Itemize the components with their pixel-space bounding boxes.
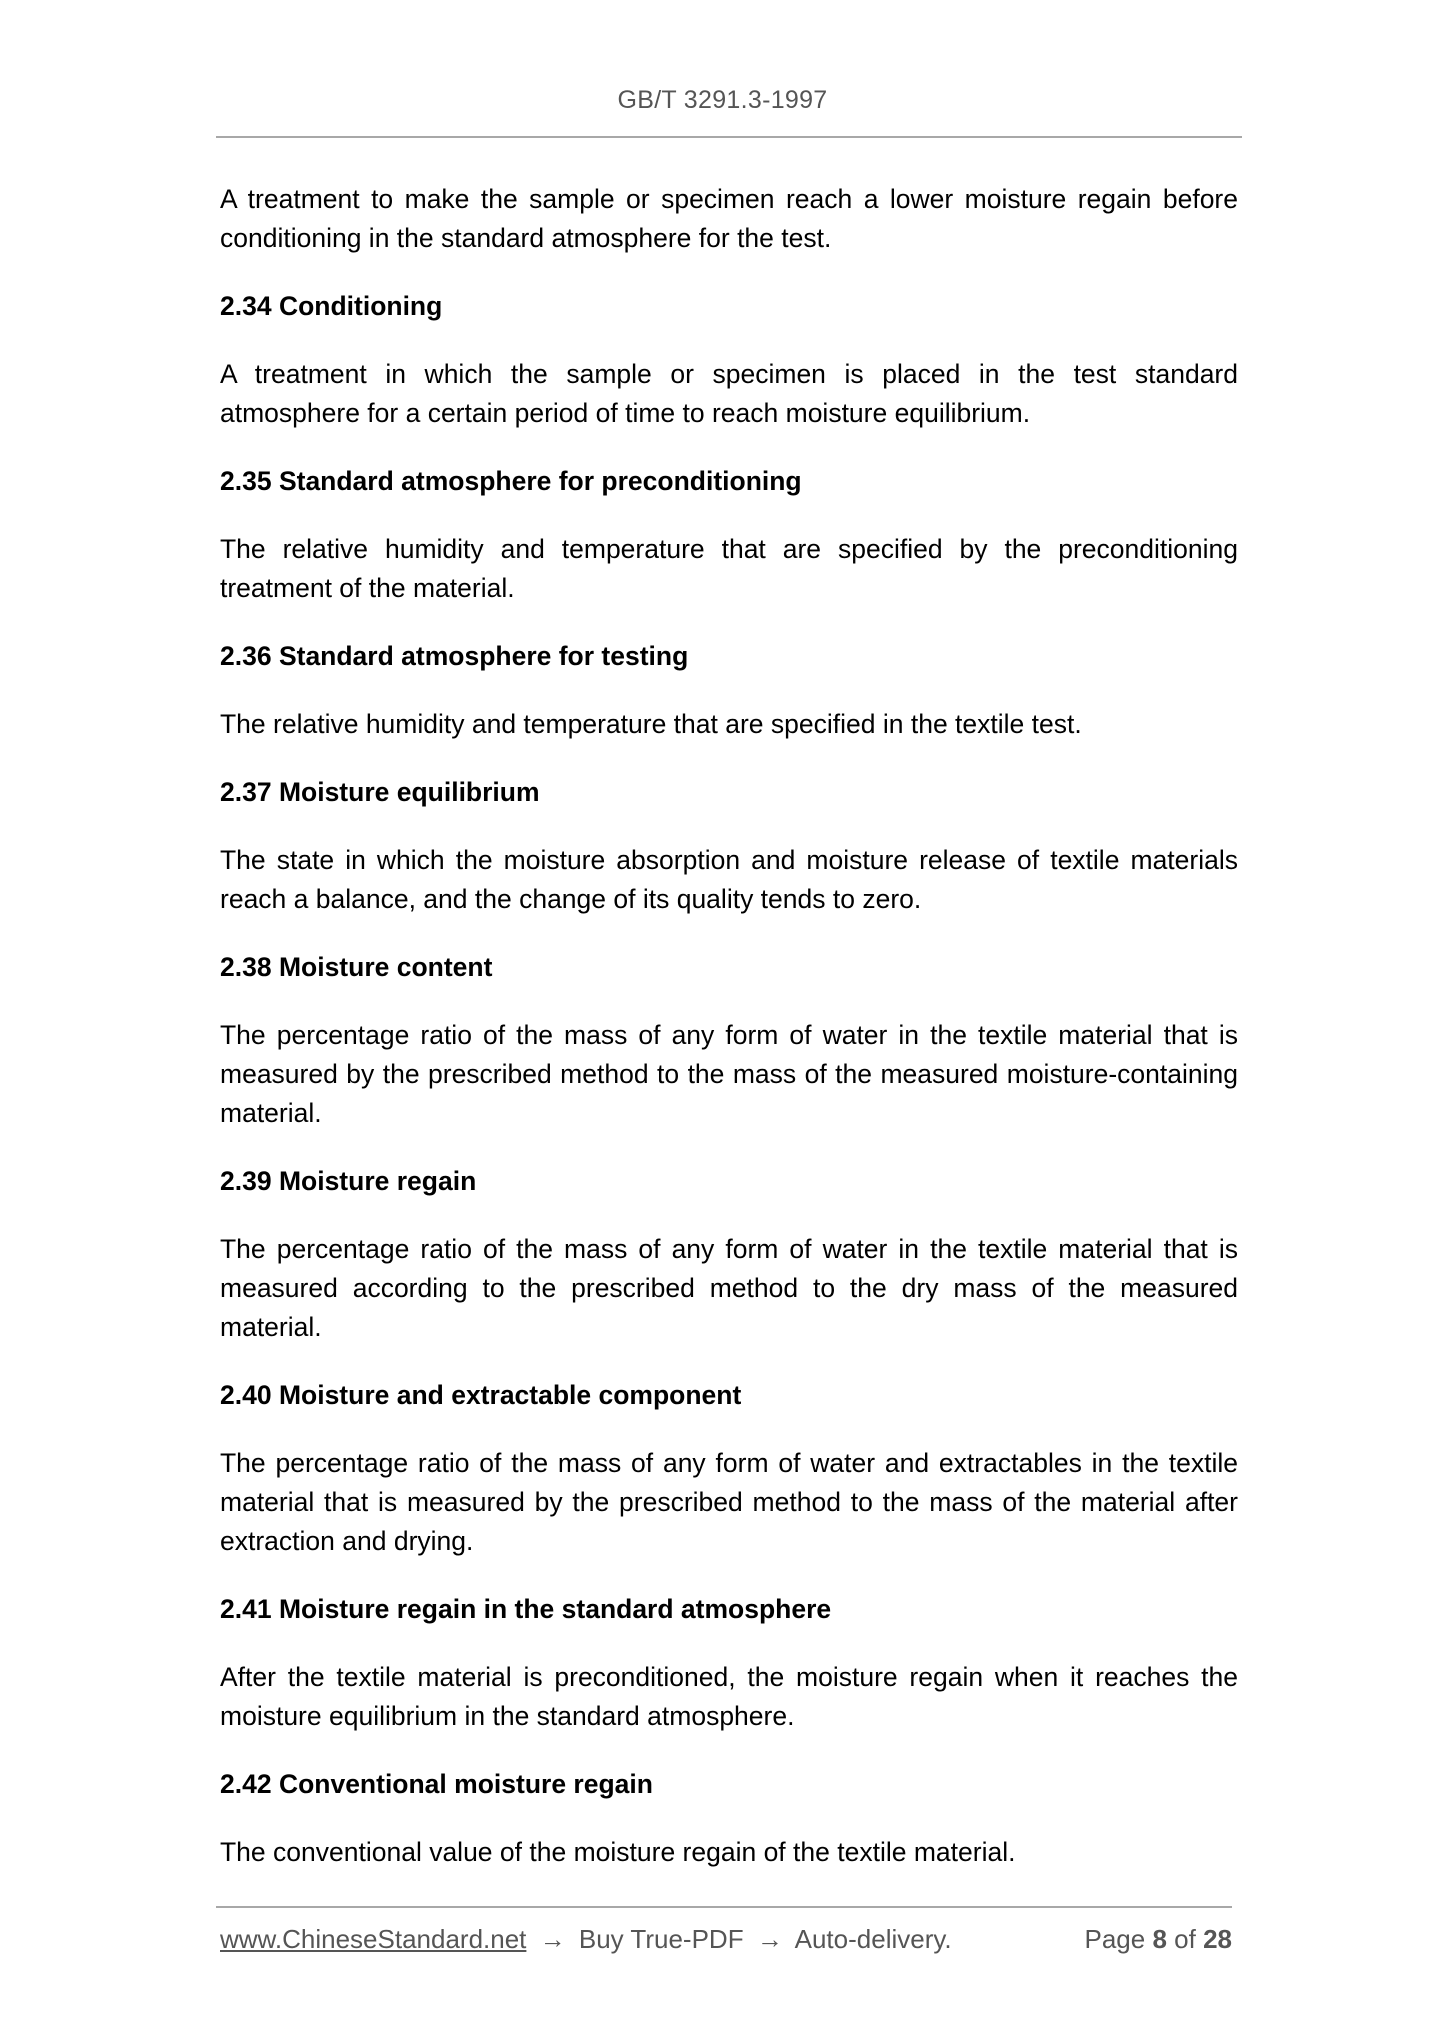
section-text-2-36: The relative humidity and temperature that are specified in the textile test.: [220, 709, 1082, 739]
section-text-2-37: The state in which the moisture absorption and moisture release of textile materials reach a balance, and the change of its quality tends to zero.: [220, 845, 1238, 914]
website-link[interactable]: www.ChineseStandard.net: [220, 1924, 527, 1954]
section-heading-2-36: 2.36 Standard atmosphere for testing: [220, 641, 689, 671]
section-heading-2-34: 2.34 Conditioning: [220, 291, 443, 321]
buy-true-pdf-text: Buy True-PDF: [578, 1924, 744, 1954]
section-heading-2-42: 2.42 Conventional moisture regain: [220, 1769, 653, 1799]
section-heading-2-41: 2.41 Moisture regain in the standard atmosphere: [220, 1594, 832, 1624]
section-heading-2-35: 2.35 Standard atmosphere for preconditioning: [220, 466, 802, 496]
header-divider: [216, 136, 1242, 138]
intro-paragraph: A treatment to make the sample or specimen reach a lower moisture regain before conditioning in the standard atmosphere for the test.: [220, 184, 1238, 253]
arrow-right-icon: →: [756, 1924, 783, 1954]
document-body: [220, 180, 1238, 1901]
document-id-header: GB/T 3291.3-1997: [617, 86, 828, 114]
auto-delivery-text: Auto-delivery.: [794, 1924, 952, 1954]
arrow-right-icon: →: [539, 1924, 566, 1954]
section-heading-2-40: 2.40 Moisture and extractable component: [220, 1380, 742, 1410]
section-text-2-42: The conventional value of the moisture regain of the textile material.: [220, 1837, 1016, 1867]
section-heading-2-39: 2.39 Moisture regain: [220, 1166, 477, 1196]
footer-divider: [216, 1906, 1232, 1908]
page-label: Page: [1084, 1924, 1146, 1954]
page-footer: [220, 1924, 1232, 1958]
section-text-2-39: The percentage ratio of the mass of any form of water in the textile material that is measured according to the prescribed method to the dry mass of the measured material.: [220, 1234, 1238, 1342]
section-heading-2-38: 2.38 Moisture content: [220, 952, 493, 982]
section-text-2-40: The percentage ratio of the mass of any form of water and extractables in the textile material that is measured by the prescribed method to the mass of the material after extraction and drying.: [220, 1448, 1238, 1556]
section-text-2-35: The relative humidity and temperature that are specified by the preconditioning treatment of the material.: [220, 534, 1238, 603]
section-heading-2-37: 2.37 Moisture equilibrium: [220, 777, 540, 807]
page-of-label: of: [1174, 1924, 1196, 1954]
section-text-2-38: The percentage ratio of the mass of any form of water in the textile material that is measured by the prescribed method to the mass of the measured moisture-containing material.: [220, 1020, 1238, 1128]
current-page-number: 8: [1152, 1924, 1167, 1954]
footer-promo: [220, 1924, 952, 1955]
total-pages-number: 28: [1203, 1924, 1232, 1954]
section-text-2-34: A treatment in which the sample or specimen is placed in the test standard atmosphere for a certain period of time to reach moisture equilibrium.: [220, 359, 1238, 428]
section-text-2-41: After the textile material is preconditioned, the moisture regain when it reaches the moisture equilibrium in the standard atmosphere.: [220, 1662, 1238, 1731]
page-number: [1084, 1924, 1232, 1955]
